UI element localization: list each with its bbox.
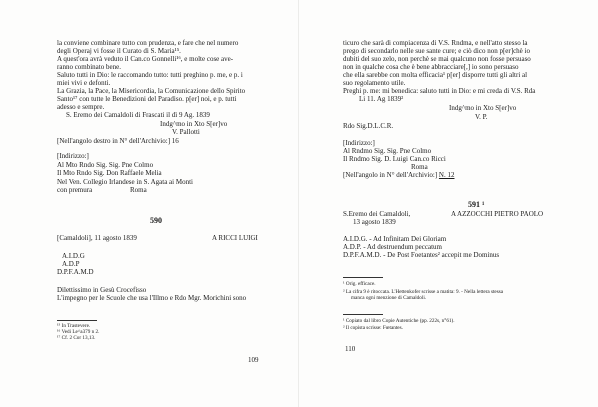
right-page (299, 0, 598, 407)
address-city: Roma (130, 186, 147, 194)
text-line: che ella sarebbe con molta efficacia¹ p[er] disporre tutti gli altri al (343, 71, 528, 79)
footnote: ² Il copista scrisse: Fœtantes. (343, 325, 403, 331)
archive-note: [Nell'angolo destro in N° dell'Archivio:] 16 (57, 137, 179, 145)
footnote: ¹⁵ In Trastevere. (57, 323, 91, 329)
footnote: manca ogni menzione di Camaldoli. (351, 295, 427, 301)
invocation: A.D.P. - Ad destruendum peccatum (343, 243, 442, 251)
footnote: ¹⁶ Vedi Le^a379 n 2. (57, 329, 100, 335)
page-number: 110 (345, 345, 356, 353)
address-line: con premura (57, 186, 93, 194)
text-line: degli Operaj vi fosse il Curato di S. Maria¹⁵. (57, 47, 181, 55)
text-line: A quest'ora avrà veduto il Can.co Gonnelli¹⁶, e molte cose ave- (57, 55, 234, 63)
text-line: prego di secondarlo nelle sue sante cure; e ciò dico non p[er]chè io (343, 47, 530, 55)
letter-recipient: A AZZOCCHI PIETRO PAOLO (451, 210, 544, 218)
date-line: S. Eremo dei Camaldoli di Frascati il dì 9 Ag. 1839 (66, 111, 210, 119)
address-line: Al Mto Rndo Sig. Sig. Pne Colmo (57, 161, 154, 169)
invocation: A.I.D.G. - Ad Infinitam Dei Gloriam (343, 235, 447, 243)
footnote: ¹⁷ Cf. 2 Cor 13,13. (57, 335, 96, 341)
footnote-divider (343, 314, 383, 315)
text-line: adesso e sempre. (57, 103, 105, 111)
footnote: ¹ Orig. efficace. (343, 281, 376, 287)
text-line: non in qualche cosa che è bene abbracciare[,] io sono persuaso (343, 63, 519, 71)
date-line: Li 11. Ag 1839² (359, 95, 404, 103)
body-line: L'impegno per le Scuole che usa l'Illmo e Rdo Mgr. Morichini sono (57, 294, 247, 302)
letter-place: S.Eremo dei Camaldoli, (343, 210, 411, 218)
footnote-divider (343, 277, 383, 278)
archive-note (343, 171, 454, 179)
body-line: Dilettissimo in Gesù Crocefisso (57, 286, 147, 294)
footnote: ¹ Copiato dal libro Copie Autentiche (pp. 222s, n°61). (343, 318, 455, 324)
address-city: Roma (411, 163, 428, 171)
invocation: A.D.P (62, 260, 80, 268)
footnote-divider (57, 320, 97, 321)
text-line: suo regolamento utile. (343, 79, 406, 87)
address-line: Nel Ven. Collegio Irlandese in S. Agata ai Monti (57, 178, 193, 186)
addressee-line: Rdo Sig.D.L.C.R. (343, 122, 394, 130)
letter-recipient: A RICCI LUIGI (212, 234, 258, 242)
footnote: ² La cifra 9 è ritoccata. L'Hettenkofer scrisse a matita: 9. - Nella lettera stessa (343, 289, 504, 295)
letter-place-date: [Camaldoli], 11 agosto 1839 (57, 234, 137, 242)
text-line: Saluto tutti in Dio: le raccomando tutto: tutti preghino p. me, e p. i (57, 71, 243, 79)
page-number: 109 (248, 356, 259, 364)
invocation: D.P.F.A.M.D (57, 268, 94, 276)
closing: Indg^mo in Xto S[er]vo (449, 104, 517, 112)
letter-number: 591 ¹ (468, 200, 485, 209)
text-line: ticuro che sarà di compiacenza di V.S. Rndma, e nell'atto stesso la (343, 39, 528, 47)
text-line: miei vivi e defonti. (57, 79, 111, 87)
archive-note-value: N. 12 (438, 171, 455, 179)
text-line: dubiti del suo zelo, non perchè se mai qualcuno non fosse persuaso (343, 55, 531, 63)
address-line: Al Rndmo Sig. Sig. Pne Colmo (343, 147, 432, 155)
signature: V. Pallotti (172, 128, 200, 136)
address-line: Il Mto Rndo Sig. Don Raffaele Melia (57, 169, 162, 177)
signature: V. P. (475, 113, 488, 121)
address-line: [Indirizzo:] (57, 152, 89, 160)
invocation: A.I.D.G (62, 252, 85, 260)
archive-note-label: [Nell'angolo in N° dell'Archivio:] (343, 171, 438, 179)
letter-number: 590 (150, 216, 162, 225)
text-line: La Grazia, la Pace, la Misericordia, la Comunicazione dello Spirito (57, 87, 246, 95)
letter-date: 13 agosto 1839 (353, 218, 396, 226)
address-line: Il Rndmo Sig. D. Luigi Can.co Ricci (343, 155, 446, 163)
text-line: Santo¹⁷ con tutte le Benedizioni del Paradiso. p[er] noi, e p. tutti (57, 95, 237, 103)
text-line: Preghi p. me: mi benedica: saluto tutti in Dio: e mi creda di V.S. Rda (343, 87, 536, 95)
address-line: [Indirizzo:] (343, 139, 375, 147)
closing: Indg^mo in Xto S[er]vo (160, 120, 228, 128)
text-line: ranno combinato bene. (57, 63, 121, 71)
invocation: D.P.F.A.M.D. - De Post Foetantes² accepit me Dominus (343, 251, 500, 259)
text-line: la conviene combinare tutto con prudenza, e fare che nel numero (57, 39, 239, 47)
